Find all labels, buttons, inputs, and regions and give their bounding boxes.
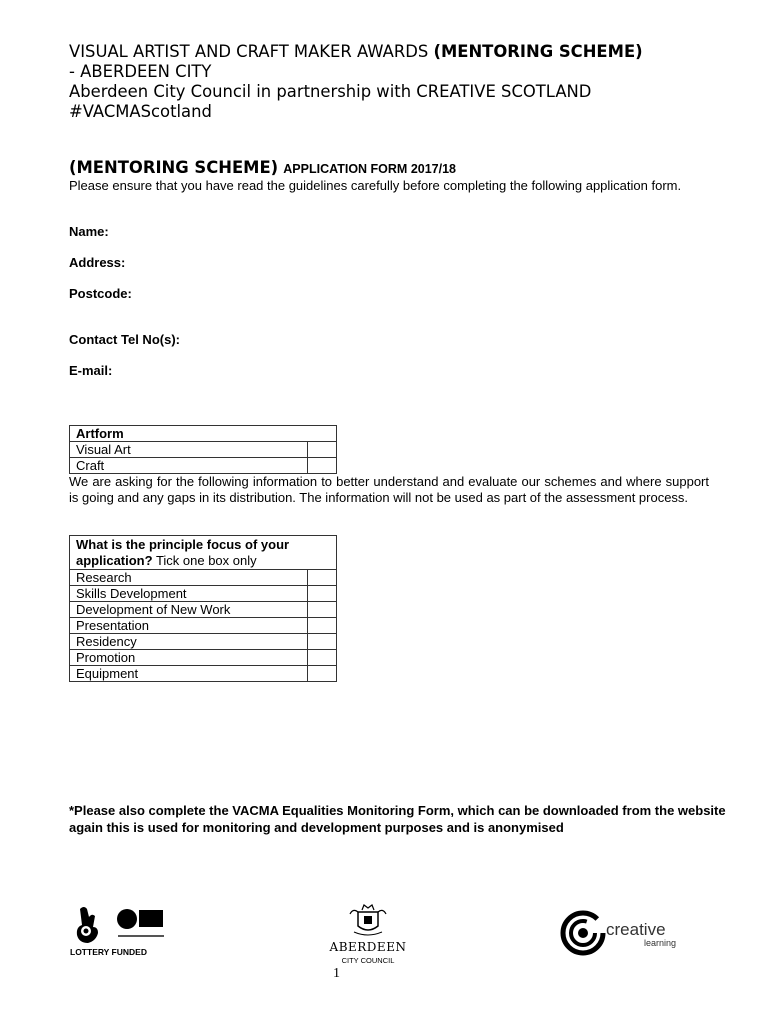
focus-option-label: Presentation — [70, 618, 308, 634]
creative-learning-logo — [560, 910, 700, 956]
focus-research-checkbox[interactable] — [308, 570, 337, 586]
focus-header: What is the principle focus of your application? Tick one box only — [70, 536, 337, 570]
aberdeen-crest-icon — [320, 902, 416, 938]
artform-option-label: Visual Art — [70, 442, 308, 458]
focus-option-label: Development of New Work — [70, 602, 308, 618]
email-label: E-mail: — [69, 363, 113, 378]
table-row — [70, 426, 337, 442]
focus-equipment-checkbox[interactable] — [308, 666, 337, 682]
focus-option-label: Residency — [70, 634, 308, 650]
focus-option-label: Promotion — [70, 650, 308, 666]
table-row — [70, 666, 337, 682]
artform-table — [69, 425, 337, 474]
learning-word: learning — [644, 938, 677, 948]
focus-table — [69, 535, 337, 682]
table-row — [70, 650, 337, 666]
focus-residency-checkbox[interactable] — [308, 634, 337, 650]
page-number: 1 — [333, 966, 340, 981]
title-line-2: - ABERDEEN CITY — [69, 62, 212, 81]
table-row — [70, 570, 337, 586]
table-row — [70, 634, 337, 650]
focus-new-work-checkbox[interactable] — [308, 602, 337, 618]
name-label: Name: — [69, 224, 109, 239]
table-row — [70, 536, 337, 570]
lottery-crossed-fingers-icon — [70, 903, 170, 947]
aberdeen-subtitle: CITY COUNCIL — [341, 956, 395, 965]
creative-word: creative — [606, 920, 666, 939]
focus-option-label: Skills Development — [70, 586, 308, 602]
title-line-3: Aberdeen City Council in partnership with CREATIVE SCOTLAND — [69, 82, 592, 101]
title-line-4: #VACMAScotland — [69, 102, 212, 121]
intro-text: Please ensure that you have read the guidelines carefully before completing the following application form. — [69, 178, 682, 193]
contact-tel-label: Contact Tel No(s): — [69, 332, 180, 347]
focus-option-label: Equipment — [70, 666, 308, 682]
aberdeen-name: ABERDEEN — [329, 940, 407, 954]
table-row — [70, 586, 337, 602]
document-title — [69, 42, 729, 122]
focus-skills-checkbox[interactable] — [308, 586, 337, 602]
equalities-footnote: *Please also complete the VACMA Equalities Monitoring Form, which can be downloaded from the website again this is used for monitoring and development purposes and is anonymised — [69, 803, 726, 835]
address-label: Address: — [69, 255, 126, 270]
artform-craft-checkbox[interactable] — [308, 458, 337, 474]
aberdeen-council-logo — [320, 902, 416, 968]
table-row — [70, 458, 337, 474]
title-line-1: VISUAL ARTIST AND CRAFT MAKER AWARDS (MENTORING SCHEME) — [69, 42, 643, 61]
lottery-caption: LOTTERY FUNDED — [70, 947, 147, 957]
table-row — [70, 442, 337, 458]
artform-option-label: Craft — [70, 458, 308, 474]
focus-promotion-checkbox[interactable] — [308, 650, 337, 666]
table-row — [70, 602, 337, 618]
focus-option-label: Research — [70, 570, 308, 586]
explanation-text: We are asking for the following information to better understand and evaluate our schemes and where support is going and any gaps in its distribution. The information will not be used as part of the assessment process. — [69, 474, 709, 505]
lottery-funded-logo — [70, 903, 170, 963]
focus-presentation-checkbox[interactable] — [308, 618, 337, 634]
postcode-label: Postcode: — [69, 286, 132, 301]
table-row — [70, 618, 337, 634]
artform-visual-art-checkbox[interactable] — [308, 442, 337, 458]
creative-swirl-icon — [560, 910, 606, 956]
form-heading: (MENTORING SCHEME) APPLICATION FORM 2017/18 — [69, 158, 457, 177]
artform-header: Artform — [70, 426, 337, 442]
